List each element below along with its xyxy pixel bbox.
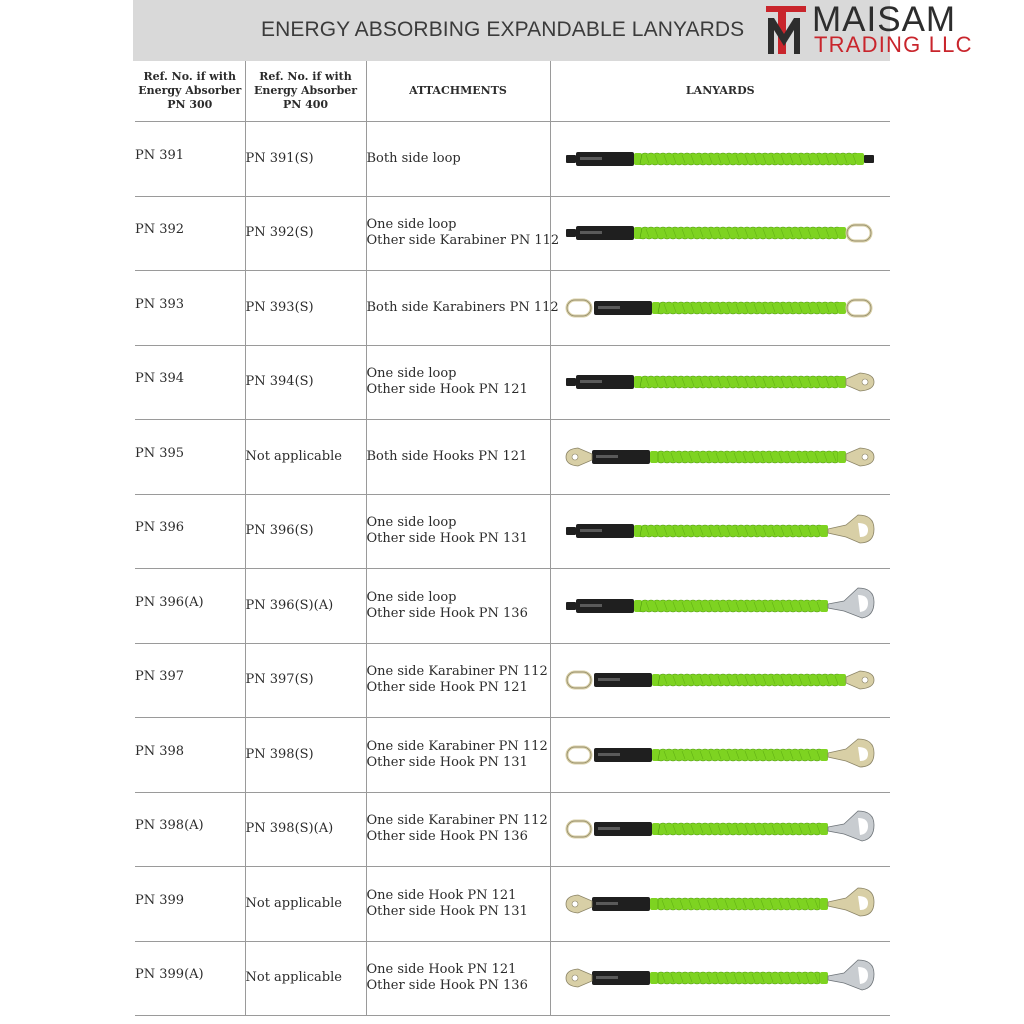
cell-pn300: PN 391 xyxy=(135,122,245,197)
elastic-webbing xyxy=(658,302,840,314)
cell-pn400: Not applicable xyxy=(245,941,366,1016)
cell-pn300: PN 398 xyxy=(135,718,245,793)
cell-pn300: PN 399(A) xyxy=(135,941,245,1016)
cell-pn300: PN 395 xyxy=(135,420,245,495)
col-header-pn400: Ref. No. if with Energy Absorber PN 400 xyxy=(245,61,366,122)
sleeve-connector xyxy=(650,451,658,463)
logo-subtitle: TRADING LLC xyxy=(814,32,973,57)
karabiner-icon xyxy=(567,821,591,837)
cell-pn400: PN 392(S) xyxy=(245,196,366,271)
cell-attachments: One side Karabiner PN 112 Other side Hook PN 131 xyxy=(366,718,550,793)
cell-lanyard-image xyxy=(550,494,890,569)
sleeve-connector xyxy=(820,823,828,835)
sleeve-connector xyxy=(838,674,846,686)
sleeve-connector xyxy=(650,972,658,984)
karabiner-icon xyxy=(847,300,871,316)
cell-pn400: PN 397(S) xyxy=(245,643,366,718)
lanyard-illustration xyxy=(560,210,880,256)
lanyard-illustration xyxy=(560,881,880,927)
elastic-webbing xyxy=(658,674,840,686)
sleeve-connector xyxy=(820,525,828,537)
elastic-webbing xyxy=(658,823,822,835)
table-row xyxy=(135,494,890,569)
cell-pn300: PN 392 xyxy=(135,196,245,271)
table-row xyxy=(135,867,890,942)
sleeve-connector xyxy=(838,227,846,239)
loop-end-icon xyxy=(566,527,576,535)
karabiner-icon xyxy=(567,672,591,688)
lanyard-illustration xyxy=(560,806,880,852)
lanyard-spec-table xyxy=(135,61,890,1016)
loop-end-icon xyxy=(566,602,576,610)
cell-attachments: Both side loop xyxy=(366,122,550,197)
table-row xyxy=(135,792,890,867)
cell-lanyard-image xyxy=(550,271,890,346)
karabiner-icon xyxy=(567,747,591,763)
snap-hook-icon xyxy=(846,671,874,689)
cell-attachments: One side Hook PN 121 Other side Hook PN 131 xyxy=(366,867,550,942)
cell-pn400: PN 398(S) xyxy=(245,718,366,793)
snap-hook-icon xyxy=(566,448,592,466)
cell-attachments: One side loop Other side Hook PN 121 xyxy=(366,345,550,420)
lanyard-illustration xyxy=(560,136,880,182)
cell-lanyard-image xyxy=(550,867,890,942)
table-row xyxy=(135,345,890,420)
loop-end-icon xyxy=(566,155,576,163)
sleeve-connector xyxy=(820,600,828,612)
cell-lanyard-image xyxy=(550,569,890,644)
cell-pn300: PN 393 xyxy=(135,271,245,346)
cell-attachments: One side Karabiner PN 112 Other side Hook PN 136 xyxy=(366,792,550,867)
cell-pn300: PN 399 xyxy=(135,867,245,942)
logo-emblem-icon xyxy=(764,2,812,60)
sleeve-connector xyxy=(820,898,828,910)
table-row xyxy=(135,643,890,718)
cell-pn300: PN 397 xyxy=(135,643,245,718)
elastic-webbing xyxy=(658,451,838,463)
cell-attachments: Both side Karabiners PN 112 xyxy=(366,271,550,346)
cell-attachments: Both side Hooks PN 121 xyxy=(366,420,550,495)
loop-end-icon xyxy=(864,155,874,163)
snap-hook-icon xyxy=(566,895,592,913)
elastic-webbing xyxy=(640,376,840,388)
sleeve-connector xyxy=(820,749,828,761)
cell-lanyard-image xyxy=(550,345,890,420)
lanyard-illustration xyxy=(560,434,880,480)
table-header-row xyxy=(135,61,890,122)
cell-lanyard-image xyxy=(550,420,890,495)
table-row xyxy=(135,420,890,495)
cell-attachments: One side loop Other side Hook PN 136 xyxy=(366,569,550,644)
sleeve-connector xyxy=(856,153,864,165)
cell-pn400: PN 391(S) xyxy=(245,122,366,197)
logo-wordmark: MAISAM xyxy=(812,0,957,39)
cell-lanyard-image xyxy=(550,792,890,867)
sleeve-connector xyxy=(838,451,846,463)
karabiner-icon xyxy=(567,300,591,316)
elastic-webbing xyxy=(640,525,822,537)
elastic-webbing xyxy=(658,972,820,984)
document-title: ENERGY ABSORBING EXPANDABLE LANYARDS xyxy=(261,18,745,41)
col-header-attachments: ATTACHMENTS xyxy=(366,61,550,122)
cell-attachments: One side Hook PN 121 Other side Hook PN 136 xyxy=(366,941,550,1016)
sleeve-connector xyxy=(838,302,846,314)
karabiner-icon xyxy=(847,225,871,241)
cell-pn300: PN 398(A) xyxy=(135,792,245,867)
elastic-webbing xyxy=(640,153,858,165)
cell-pn400: Not applicable xyxy=(245,867,366,942)
lanyard-illustration xyxy=(560,955,880,1001)
lanyard-illustration xyxy=(560,657,880,703)
table-row xyxy=(135,941,890,1016)
col-header-pn300: Ref. No. if with Energy Absorber PN 300 xyxy=(135,61,245,122)
table-row xyxy=(135,569,890,644)
cell-lanyard-image xyxy=(550,643,890,718)
lanyard-illustration xyxy=(560,359,880,405)
cell-lanyard-image xyxy=(550,941,890,1016)
table-row xyxy=(135,718,890,793)
cell-pn300: PN 396(A) xyxy=(135,569,245,644)
sleeve-connector xyxy=(838,376,846,388)
snap-hook-icon xyxy=(566,969,592,987)
company-logo xyxy=(764,2,994,60)
cell-pn300: PN 396 xyxy=(135,494,245,569)
lanyard-illustration xyxy=(560,508,880,554)
lanyard-illustration xyxy=(560,732,880,778)
cell-lanyard-image xyxy=(550,718,890,793)
table-row xyxy=(135,196,890,271)
lanyard-illustration xyxy=(560,285,880,331)
col-header-lanyards: LANYARDS xyxy=(550,61,890,122)
cell-lanyard-image xyxy=(550,196,890,271)
cell-lanyard-image xyxy=(550,122,890,197)
snap-hook-icon xyxy=(846,373,874,391)
snap-hook-icon xyxy=(846,448,874,466)
loop-end-icon xyxy=(566,378,576,386)
sleeve-connector xyxy=(650,898,658,910)
cell-attachments: One side loop Other side Karabiner PN 112 xyxy=(366,196,550,271)
elastic-webbing xyxy=(658,898,820,910)
cell-pn400: PN 396(S) xyxy=(245,494,366,569)
cell-attachments: One side Karabiner PN 112 Other side Hook PN 121 xyxy=(366,643,550,718)
cell-pn400: PN 394(S) xyxy=(245,345,366,420)
cell-pn400: PN 396(S)(A) xyxy=(245,569,366,644)
cell-pn400: Not applicable xyxy=(245,420,366,495)
lanyard-illustration xyxy=(560,583,880,629)
cell-pn400: PN 398(S)(A) xyxy=(245,792,366,867)
cell-pn400: PN 393(S) xyxy=(245,271,366,346)
elastic-webbing xyxy=(640,227,840,239)
elastic-webbing xyxy=(640,600,822,612)
table-row xyxy=(135,271,890,346)
sleeve-connector xyxy=(820,972,828,984)
cell-pn300: PN 394 xyxy=(135,345,245,420)
cell-attachments: One side loop Other side Hook PN 131 xyxy=(366,494,550,569)
elastic-webbing xyxy=(658,749,822,761)
loop-end-icon xyxy=(566,229,576,237)
table-row xyxy=(135,122,890,197)
